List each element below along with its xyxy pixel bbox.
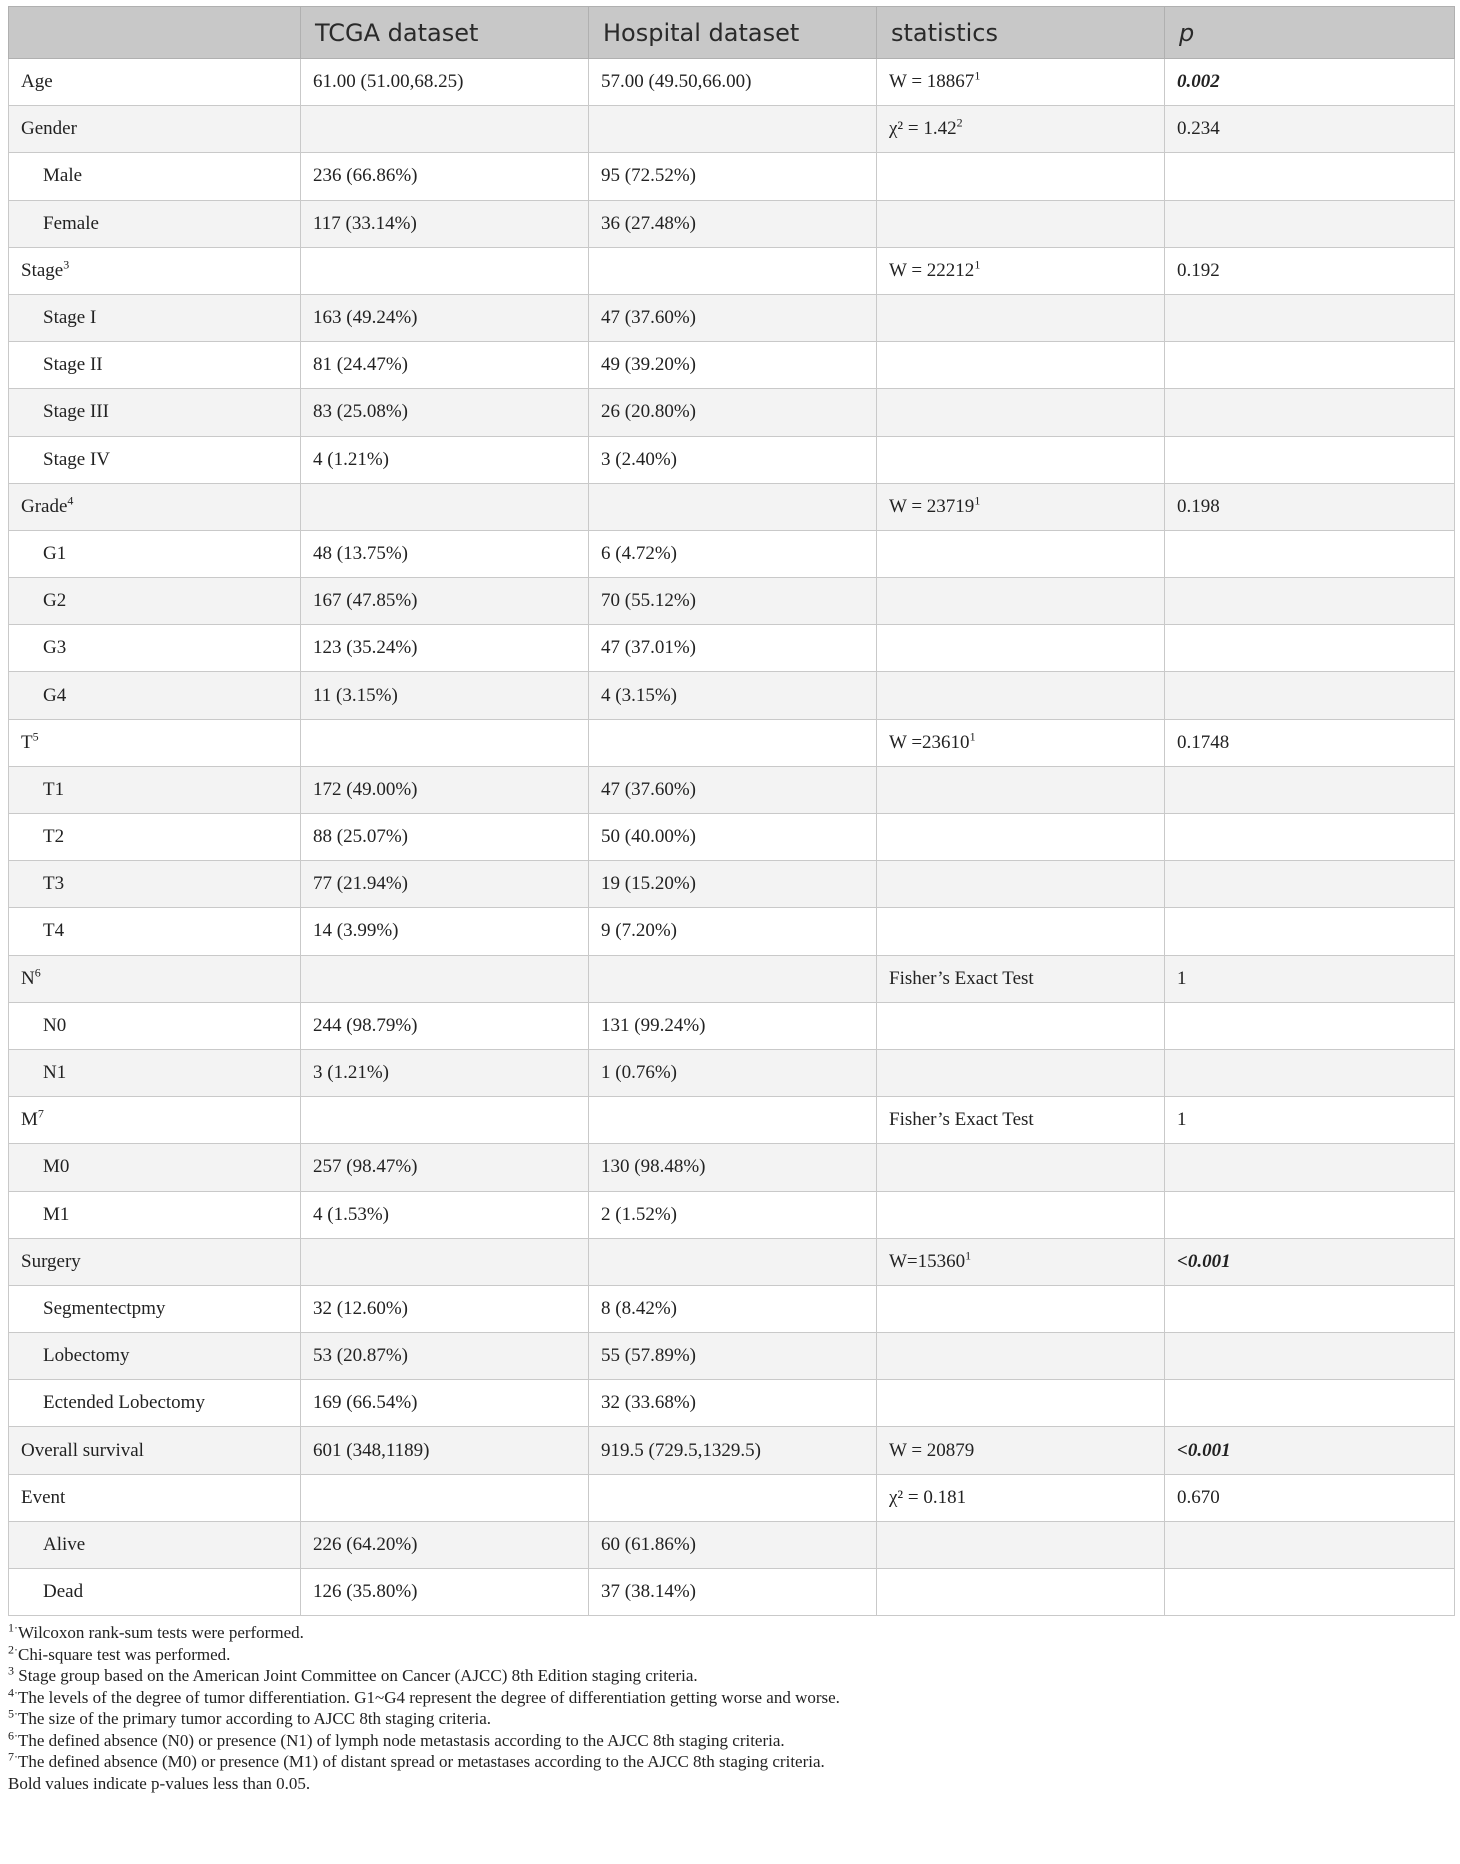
table-row: [9, 719, 1455, 766]
p-value: [1165, 436, 1455, 483]
statistics-value: [877, 1380, 1165, 1427]
row-label-text: N0: [43, 1014, 67, 1036]
row-label: [9, 1285, 301, 1332]
table-row: [9, 436, 1455, 483]
row-label-text: N1: [43, 1062, 67, 1084]
tcga-value: 123 (35.24%): [301, 625, 589, 672]
tcga-value: 48 (13.75%): [301, 530, 589, 577]
statistics-value: [877, 106, 1165, 153]
row-label: [9, 483, 301, 530]
row-label: [9, 814, 301, 861]
tcga-value: 169 (66.54%): [301, 1380, 589, 1427]
hospital-value: 8 (8.42%): [589, 1285, 877, 1332]
table-row: [9, 1521, 1455, 1568]
table-row: [9, 294, 1455, 341]
hospital-value: 49 (39.20%): [589, 342, 877, 389]
row-label: [9, 908, 301, 955]
statistics-value: [877, 861, 1165, 908]
hospital-value: 95 (72.52%): [589, 153, 877, 200]
statistics-value: [877, 1238, 1165, 1285]
tcga-value: 236 (66.86%): [301, 153, 589, 200]
label-footnote-mark: 6: [34, 965, 41, 980]
hospital-value: 55 (57.89%): [589, 1333, 877, 1380]
tcga-value: 83 (25.08%): [301, 389, 589, 436]
row-label-text: T2: [43, 826, 65, 848]
row-label-text: Stage III: [43, 401, 109, 423]
hospital-value: 3 (2.40%): [589, 436, 877, 483]
hospital-value: [589, 1474, 877, 1521]
statistics-value: [877, 578, 1165, 625]
row-label-text: G1: [43, 542, 67, 564]
p-value: [1165, 861, 1455, 908]
row-label-text: G4: [43, 684, 67, 706]
statistics-text: Fisher’s Exact Test: [889, 967, 1034, 989]
row-label: [9, 1144, 301, 1191]
p-value: [1165, 200, 1455, 247]
statistics-text: χ² = 0.181: [889, 1486, 967, 1508]
p-value: [1165, 1049, 1455, 1096]
row-label: [9, 1097, 301, 1144]
row-label: [9, 766, 301, 813]
tcga-value: 601 (348,1189): [301, 1427, 589, 1474]
statistics-value: [877, 389, 1165, 436]
row-label: [9, 955, 301, 1002]
table-row: [9, 861, 1455, 908]
footnote-text: The defined absence (N0) or presence (N1) of lymph node metastasis according to the AJCC 8th staging criteria.: [18, 1730, 785, 1750]
row-label: [9, 1521, 301, 1568]
row-label-text: Event: [21, 1486, 66, 1508]
p-value: 0.002: [1165, 59, 1455, 106]
row-label: [9, 247, 301, 294]
footnote-mark: 5·: [8, 1706, 18, 1721]
table-row: [9, 483, 1455, 530]
row-label-text: Gender: [21, 118, 77, 140]
table-row: [9, 59, 1455, 106]
table-row: [9, 530, 1455, 577]
row-label: [9, 1333, 301, 1380]
row-label: [9, 1569, 301, 1616]
tcga-value: 61.00 (51.00,68.25): [301, 59, 589, 106]
row-label-text: Grade: [21, 495, 68, 517]
row-label: [9, 530, 301, 577]
hospital-value: [589, 247, 877, 294]
p-value: 1: [1165, 955, 1455, 1002]
footnote-text: The defined absence (M0) or presence (M1) of distant spread or metastases according to the AJCC 8th staging criteria.: [18, 1752, 825, 1772]
row-label-text: M1: [43, 1203, 70, 1225]
statistics-footnote-mark: 1: [974, 257, 981, 272]
statistics-value: [877, 294, 1165, 341]
tcga-value: 4 (1.21%): [301, 436, 589, 483]
footnote-mark: 3: [8, 1663, 14, 1678]
statistics-value: [877, 766, 1165, 813]
hospital-value: 130 (98.48%): [589, 1144, 877, 1191]
row-label: [9, 1191, 301, 1238]
tcga-value: 226 (64.20%): [301, 1521, 589, 1568]
hospital-value: 47 (37.60%): [589, 766, 877, 813]
statistics-text: W = 20879: [889, 1439, 975, 1461]
hospital-value: [589, 955, 877, 1002]
statistics-text: W=15360: [889, 1250, 966, 1272]
row-label-text: Age: [21, 71, 53, 93]
tcga-value: 172 (49.00%): [301, 766, 589, 813]
tcga-value: 53 (20.87%): [301, 1333, 589, 1380]
tcga-value: [301, 955, 589, 1002]
statistics-value: [877, 1333, 1165, 1380]
row-label: [9, 1049, 301, 1096]
statistics-value: [877, 530, 1165, 577]
statistics-value: [877, 1569, 1165, 1616]
tcga-value: [301, 483, 589, 530]
tcga-value: [301, 1097, 589, 1144]
footnote: [8, 1730, 1454, 1752]
row-label-text: Stage II: [43, 354, 103, 376]
hospital-value: 47 (37.60%): [589, 294, 877, 341]
p-value: [1165, 342, 1455, 389]
statistics-value: [877, 483, 1165, 530]
tcga-value: 11 (3.15%): [301, 672, 589, 719]
p-value: 1: [1165, 1097, 1455, 1144]
tcga-value: [301, 719, 589, 766]
table-row: [9, 908, 1455, 955]
statistics-value: [877, 1285, 1165, 1332]
statistics-footnote-mark: 1: [974, 68, 981, 83]
row-label-text: M: [21, 1109, 38, 1131]
row-label: [9, 1474, 301, 1521]
table-row: [9, 389, 1455, 436]
row-label-text: Overall survival: [21, 1439, 144, 1461]
table-row: [9, 1191, 1455, 1238]
table-row: [9, 1049, 1455, 1096]
row-label: [9, 106, 301, 153]
table-row: [9, 1380, 1455, 1427]
header-statistics: statistics: [877, 7, 1165, 59]
tcga-value: 4 (1.53%): [301, 1191, 589, 1238]
row-label-text: M0: [43, 1156, 70, 1178]
tcga-value: 81 (24.47%): [301, 342, 589, 389]
p-value: [1165, 1285, 1455, 1332]
tcga-value: [301, 106, 589, 153]
statistics-value: [877, 719, 1165, 766]
statistics-text: W =23610: [889, 731, 970, 753]
statistics-footnote-mark: 1: [965, 1248, 972, 1263]
p-value: [1165, 766, 1455, 813]
row-label: [9, 672, 301, 719]
p-value: [1165, 1380, 1455, 1427]
statistics-value: [877, 342, 1165, 389]
p-value: [1165, 814, 1455, 861]
row-label-text: Stage: [21, 259, 64, 281]
p-value: 0.670: [1165, 1474, 1455, 1521]
table-row: [9, 672, 1455, 719]
tcga-value: 3 (1.21%): [301, 1049, 589, 1096]
table-row: [9, 955, 1455, 1002]
label-footnote-mark: 7: [37, 1106, 44, 1121]
row-label: [9, 1002, 301, 1049]
footnote-text: Bold values indicate p-values less than 0.05.: [8, 1773, 311, 1793]
tcga-value: 77 (21.94%): [301, 861, 589, 908]
tcga-value: 163 (49.24%): [301, 294, 589, 341]
header-p: p: [1165, 7, 1455, 59]
hospital-value: 1 (0.76%): [589, 1049, 877, 1096]
footnote-mark: 1·: [8, 1620, 18, 1635]
tcga-value: 244 (98.79%): [301, 1002, 589, 1049]
row-label-text: Female: [43, 212, 99, 234]
statistics-value: [877, 436, 1165, 483]
p-value: [1165, 530, 1455, 577]
footnote-mark: 4·: [8, 1685, 18, 1700]
statistics-value: [877, 200, 1165, 247]
row-label-text: T1: [43, 778, 65, 800]
table-row: [9, 342, 1455, 389]
hospital-value: 6 (4.72%): [589, 530, 877, 577]
hospital-value: 50 (40.00%): [589, 814, 877, 861]
statistics-text: χ² = 1.42: [889, 118, 957, 140]
row-label: [9, 59, 301, 106]
table-row: [9, 766, 1455, 813]
statistics-value: [877, 247, 1165, 294]
table-row: [9, 106, 1455, 153]
table-row: [9, 1333, 1455, 1380]
hospital-value: 70 (55.12%): [589, 578, 877, 625]
header-tcga: TCGA dataset: [301, 7, 589, 59]
table-row: [9, 200, 1455, 247]
p-value: 0.234: [1165, 106, 1455, 153]
statistics-value: [877, 672, 1165, 719]
footnote: [8, 1622, 1454, 1644]
row-label: [9, 294, 301, 341]
footnote-mark: 2·: [8, 1642, 18, 1657]
footnote: [8, 1687, 1454, 1709]
row-label-text: Dead: [43, 1581, 84, 1603]
table-row: [9, 247, 1455, 294]
tcga-value: 126 (35.80%): [301, 1569, 589, 1616]
table-container: [8, 6, 1454, 1794]
statistics-text: W = 22212: [889, 259, 975, 281]
row-label: [9, 153, 301, 200]
p-value: [1165, 1144, 1455, 1191]
row-label: [9, 625, 301, 672]
p-value: 0.198: [1165, 483, 1455, 530]
hospital-value: 919.5 (729.5,1329.5): [589, 1427, 877, 1474]
hospital-value: 57.00 (49.50,66.00): [589, 59, 877, 106]
table-row: [9, 1097, 1455, 1144]
hospital-value: [589, 1097, 877, 1144]
row-label-text: Segmentectpmy: [43, 1297, 166, 1319]
data-table: [8, 6, 1455, 1616]
p-value: [1165, 625, 1455, 672]
label-footnote-mark: 3: [63, 257, 70, 272]
row-label-text: Stage IV: [43, 448, 111, 470]
footnote-text: The size of the primary tumor according to AJCC 8th staging criteria.: [18, 1709, 492, 1729]
tcga-value: 88 (25.07%): [301, 814, 589, 861]
footnote-text: Wilcoxon rank-sum tests were performed.: [18, 1623, 304, 1643]
p-value: [1165, 389, 1455, 436]
row-label-text: Male: [43, 165, 83, 187]
statistics-value: [877, 955, 1165, 1002]
row-label-text: T4: [43, 920, 65, 942]
row-label: [9, 861, 301, 908]
footnote-text: Chi-square test was performed.: [18, 1644, 231, 1664]
row-label-text: N: [21, 967, 35, 989]
footnote: [8, 1644, 1454, 1666]
table-row: [9, 625, 1455, 672]
row-label-text: G2: [43, 590, 67, 612]
row-label-text: G3: [43, 637, 67, 659]
statistics-text: W = 23719: [889, 495, 975, 517]
table-row: [9, 1569, 1455, 1616]
header-hospital: Hospital dataset: [589, 7, 877, 59]
p-value: [1165, 578, 1455, 625]
row-label: [9, 1427, 301, 1474]
p-value: <0.001: [1165, 1238, 1455, 1285]
row-label: [9, 1380, 301, 1427]
table-row: [9, 1427, 1455, 1474]
p-value: [1165, 1002, 1455, 1049]
tcga-value: 32 (12.60%): [301, 1285, 589, 1332]
statistics-value: [877, 1049, 1165, 1096]
tcga-value: [301, 1474, 589, 1521]
p-value: [1165, 153, 1455, 200]
hospital-value: 37 (38.14%): [589, 1569, 877, 1616]
hospital-value: [589, 483, 877, 530]
table-header: [9, 7, 1455, 59]
hospital-value: 2 (1.52%): [589, 1191, 877, 1238]
statistics-value: [877, 1191, 1165, 1238]
statistics-value: [877, 1427, 1165, 1474]
p-value: <0.001: [1165, 1427, 1455, 1474]
statistics-footnote-mark: 1: [969, 729, 976, 744]
p-value: [1165, 1521, 1455, 1568]
p-value: 0.192: [1165, 247, 1455, 294]
p-value: [1165, 908, 1455, 955]
header-variable: [9, 7, 301, 59]
statistics-value: [877, 1144, 1165, 1191]
statistics-value: [877, 908, 1165, 955]
table-row: [9, 578, 1455, 625]
hospital-value: 60 (61.86%): [589, 1521, 877, 1568]
label-footnote-mark: 4: [67, 493, 74, 508]
row-label-text: T: [21, 731, 33, 753]
hospital-value: [589, 1238, 877, 1285]
tcga-value: [301, 1238, 589, 1285]
statistics-text: W = 18867: [889, 71, 975, 93]
footnote: [8, 1773, 1454, 1795]
tcga-value: 117 (33.14%): [301, 200, 589, 247]
statistics-text: Fisher’s Exact Test: [889, 1109, 1034, 1131]
row-label: [9, 719, 301, 766]
label-footnote-mark: 5: [32, 729, 39, 744]
statistics-value: [877, 1521, 1165, 1568]
row-label-text: Surgery: [21, 1250, 81, 1272]
hospital-value: 32 (33.68%): [589, 1380, 877, 1427]
hospital-value: 9 (7.20%): [589, 908, 877, 955]
footnote: [8, 1708, 1454, 1730]
row-label: [9, 578, 301, 625]
statistics-value: [877, 59, 1165, 106]
statistics-footnote-mark: 1: [974, 493, 981, 508]
footnote-mark: 7·: [8, 1749, 18, 1764]
statistics-footnote-mark: 2: [956, 115, 963, 130]
hospital-value: 26 (20.80%): [589, 389, 877, 436]
footnote: [8, 1751, 1454, 1773]
hospital-value: 131 (99.24%): [589, 1002, 877, 1049]
row-label-text: Ectended Lobectomy: [43, 1392, 205, 1414]
tcga-value: 167 (47.85%): [301, 578, 589, 625]
footnote-text: Stage group based on the American Joint Committee on Cancer (AJCC) 8th Edition staging criteria.: [14, 1666, 698, 1686]
row-label-text: Lobectomy: [43, 1345, 130, 1367]
p-value: [1165, 294, 1455, 341]
p-value: 0.1748: [1165, 719, 1455, 766]
table-row: [9, 814, 1455, 861]
hospital-value: 4 (3.15%): [589, 672, 877, 719]
p-value: [1165, 1333, 1455, 1380]
statistics-value: [877, 1474, 1165, 1521]
statistics-value: [877, 814, 1165, 861]
table-body: [9, 59, 1455, 1616]
row-label: [9, 342, 301, 389]
statistics-value: [877, 625, 1165, 672]
tcga-value: [301, 247, 589, 294]
row-label: [9, 436, 301, 483]
footnote-text: The levels of the degree of tumor differentiation. G1~G4 represent the degree of differentiation getting worse and worse.: [18, 1687, 840, 1707]
row-label: [9, 1238, 301, 1285]
table-row: [9, 1285, 1455, 1332]
statistics-value: [877, 1097, 1165, 1144]
tcga-value: 257 (98.47%): [301, 1144, 589, 1191]
hospital-value: [589, 719, 877, 766]
footnotes: [8, 1622, 1454, 1794]
statistics-value: [877, 1002, 1165, 1049]
table-row: [9, 1238, 1455, 1285]
footnote: [8, 1665, 1454, 1687]
hospital-value: [589, 106, 877, 153]
tcga-value: 14 (3.99%): [301, 908, 589, 955]
row-label-text: T3: [43, 873, 65, 895]
p-value: [1165, 1569, 1455, 1616]
table-row: [9, 1144, 1455, 1191]
hospital-value: 19 (15.20%): [589, 861, 877, 908]
hospital-value: 36 (27.48%): [589, 200, 877, 247]
row-label-text: Stage I: [43, 307, 97, 329]
statistics-value: [877, 153, 1165, 200]
row-label: [9, 389, 301, 436]
footnote-mark: 6·: [8, 1728, 18, 1743]
row-label-text: Alive: [43, 1533, 86, 1555]
row-label: [9, 200, 301, 247]
table-row: [9, 1002, 1455, 1049]
table-row: [9, 1474, 1455, 1521]
p-value: [1165, 672, 1455, 719]
hospital-value: 47 (37.01%): [589, 625, 877, 672]
p-value: [1165, 1191, 1455, 1238]
table-row: [9, 153, 1455, 200]
